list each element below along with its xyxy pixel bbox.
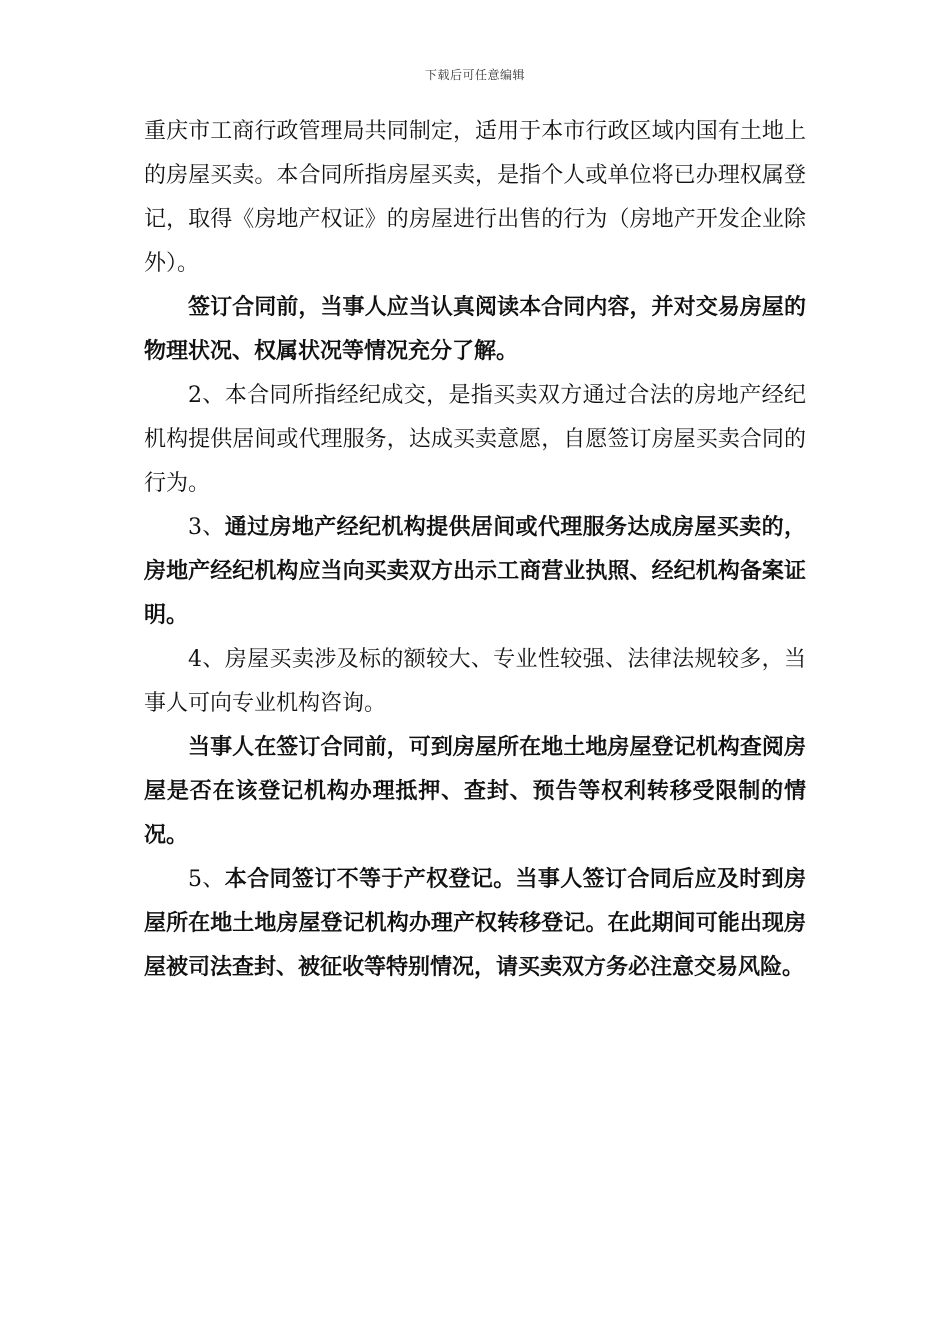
item-number: 3、 [188, 515, 225, 540]
paragraph-scope: 重庆市工商行政管理局共同制定，适用于本市行政区域内国有土地上的房屋买卖。本合同所指房屋买卖，是指个人或单位将已办理权属登记，取得《房地产权证》的房屋进行出售的行为（房地产开发企业除外）。 [144, 119, 806, 276]
header-note: 下载后可任意编辑 [424, 68, 525, 82]
paragraph-registration-notice [144, 858, 806, 990]
paragraph-broker-license [144, 506, 806, 638]
item-text: 通过房地产经纪机构提供居间或代理服务达成房屋买卖的，房地产经纪机构应当向买卖双方出示工商营业执照、经纪机构备案证明。 [144, 515, 806, 628]
paragraph-consult-advice: 4、房屋买卖涉及标的额较大、专业性较强、法律法规较多，当事人可向专业机构咨询。 [144, 647, 806, 716]
paragraph-brokerage-definition: 2、本合同所指经纪成交，是指买卖双方通过合法的房地产经纪机构提供居间或代理服务，达成买卖意愿，自愿签订房屋买卖合同的行为。 [144, 383, 806, 496]
item-text: 本合同签订不等于产权登记。当事人签订合同后应及时到房屋所在地土地房屋登记机构办理产权转移登记。在此期间可能出现房屋被司法查封、被征收等特别情况，请买卖双方务必注意交易风险。 [144, 867, 806, 980]
paragraph-read-contract: 签订合同前，当事人应当认真阅读本合同内容，并对交易房屋的物理状况、权属状况等情况充分了解。 [144, 295, 806, 364]
item-number: 5、 [188, 867, 225, 892]
document-body [144, 110, 806, 990]
paragraph-registry-check: 当事人在签订合同前，可到房屋所在地土地房屋登记机构查阅房屋是否在该登记机构办理抵押、查封、预告等权利转移受限制的情况。 [144, 735, 806, 848]
